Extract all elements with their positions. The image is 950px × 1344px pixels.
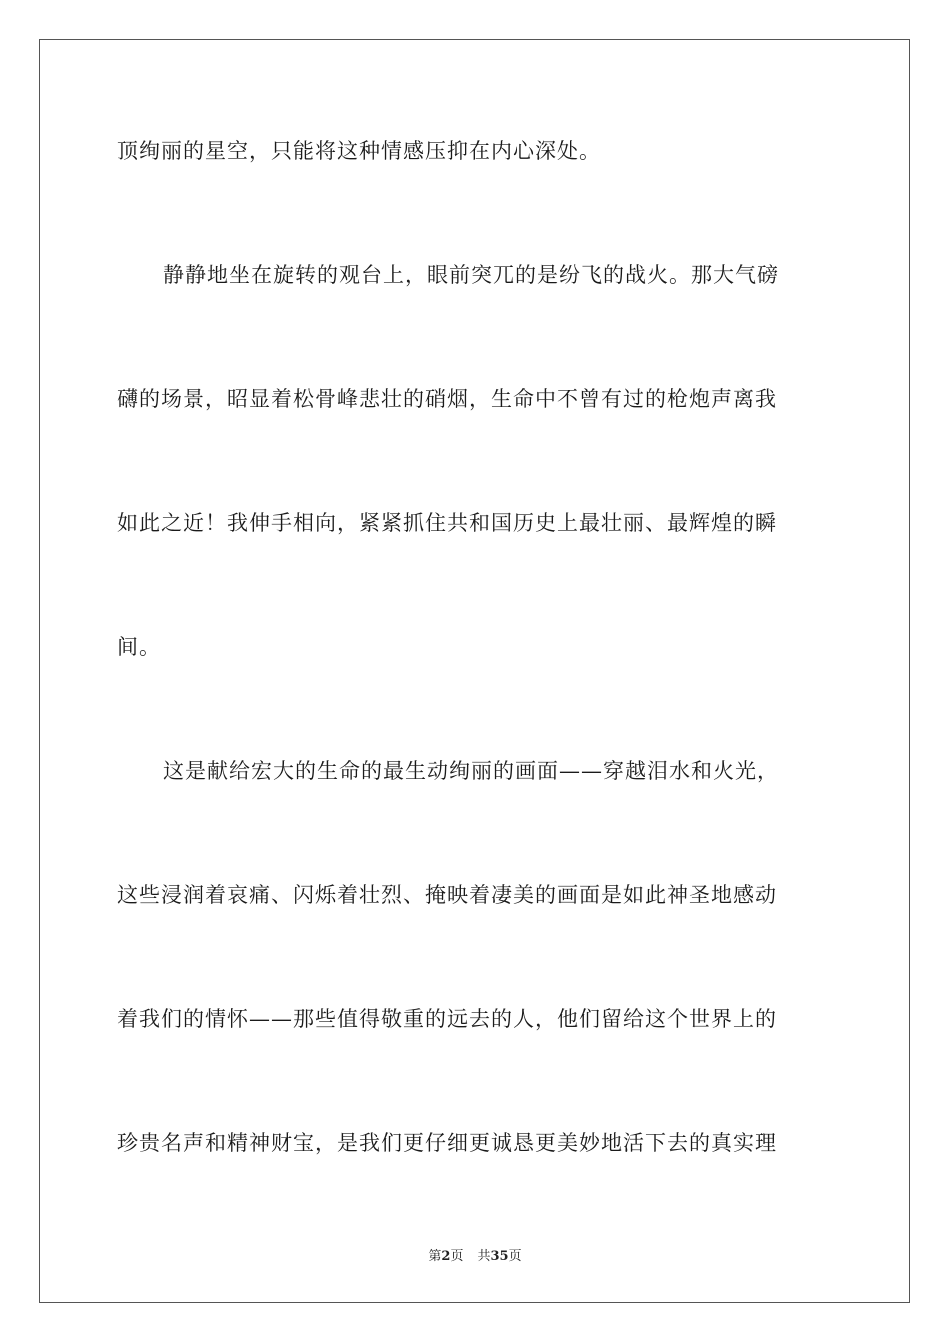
text-line: 珍贵名声和精神财宝，是我们更仔细更诚恳更美妙地活下去的真实理 <box>117 1131 777 1155</box>
text-line: 顶绚丽的星空，只能将这种情感压抑在内心深处。 <box>117 139 601 163</box>
total-pages: 35 <box>490 1249 509 1264</box>
total-suffix: 页 <box>508 1249 522 1264</box>
page-suffix: 页 <box>450 1249 464 1264</box>
page-number: 2 <box>441 1249 451 1264</box>
text-line: 如此之近！我伸手相向，紧紧抓住共和国历史上最壮丽、最辉煌的瞬 <box>117 511 777 535</box>
page-footer <box>0 1248 950 1266</box>
total-prefix: 共 <box>477 1249 491 1264</box>
text-line: 这是献给宏大的生命的最生动绚丽的画面——穿越泪水和火光， <box>163 759 779 783</box>
text-line: 这些浸润着哀痛、闪烁着壮烈、掩映着凄美的画面是如此神圣地感动 <box>117 883 777 907</box>
page-border <box>39 39 910 1303</box>
text-line: 间。 <box>117 635 161 659</box>
text-line: 静静地坐在旋转的观台上，眼前突兀的是纷飞的战火。那大气磅 <box>163 263 779 287</box>
text-line: 着我们的情怀——那些值得敬重的远去的人，他们留给这个世界上的 <box>117 1007 777 1031</box>
text-line: 礴的场景，昭显着松骨峰悲壮的硝烟，生命中不曾有过的枪炮声离我 <box>117 387 777 411</box>
page-prefix: 第 <box>428 1249 442 1264</box>
